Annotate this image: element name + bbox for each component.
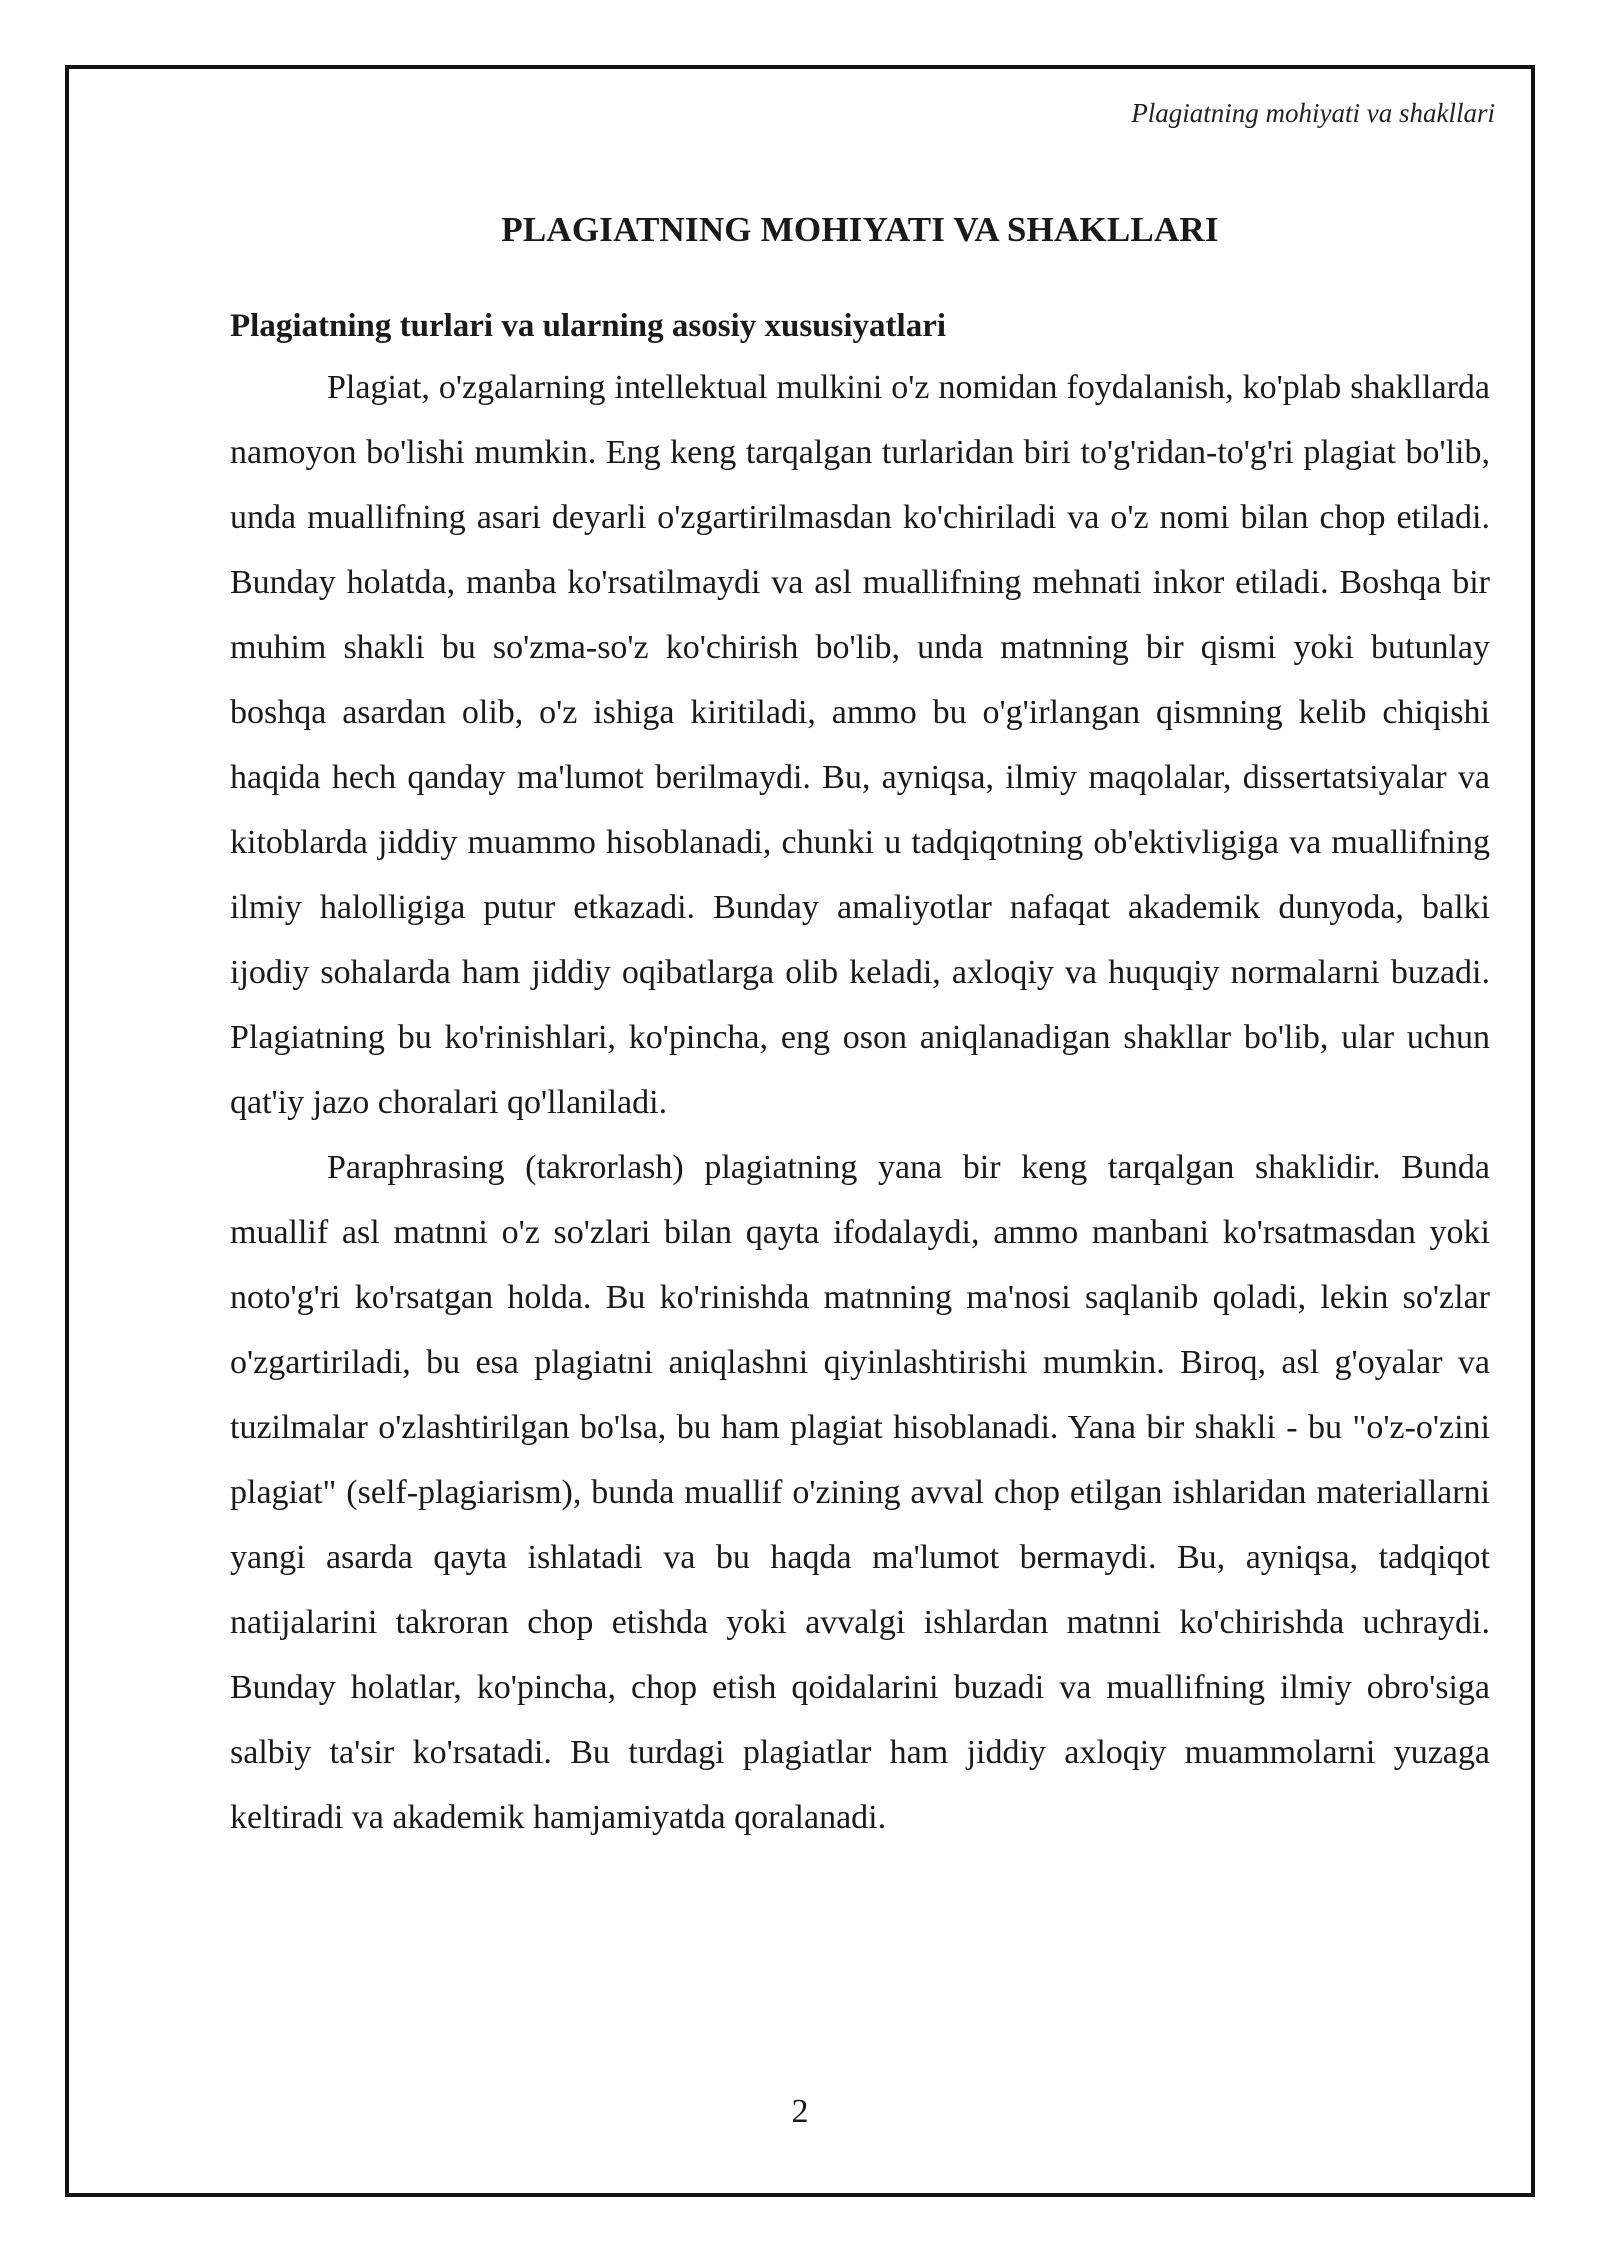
- section-heading: Plagiatning turlari va ularning asosiy xususiyatlari: [230, 308, 947, 344]
- body-paragraph-2: Paraphrasing (takrorlash) plagiatning yana bir keng tarqalgan shaklidir. Bunda muallif asl matnni o'z so'zlari bilan qayta ifodalaydi, ammo manbani ko'rsatmasdan yoki noto'g'ri ko'rsatgan holda. Bu ko'rinishda matnning ma'nosi saqlanib qoladi, lekin so'zlar o'zgartiriladi, bu esa plagiatni aniqlashni qiyinlashtirishi mumkin. Biroq, asl g'oyalar va tuzilmalar o'zlashtirilgan bo'lsa, bu ham plagiat hisoblanadi. Yana bir shakli - bu "o'z-o'zini plagiat" (self-plagiarism), bunda muallif o'zining avval chop etilgan ishlaridan materiallarni yangi asarda qayta ishlatadi va bu haqda ma'lumot bermaydi. Bu, ayniqsa, tadqiqot natijalarini takroran chop etishda yoki avvalgi ishlardan matnni ko'chirishda uchraydi. Bunday holatlar, ko'pincha, chop etish qoidalarini buzadi va muallifning ilmiy obro'siga salbiy ta'sir ko'rsatadi. Bu turdagi plagiatlar ham jiddiy axloqiy muammolarni yuzaga keltiradi va akademik hamjamiyatda qoralanadi.: [230, 1149, 1490, 1836]
- page-number: 2: [791, 2093, 809, 2130]
- document-title: PLAGIATNING MOHIYATI VA SHAKLLARI: [501, 210, 1219, 249]
- document-body: [230, 210, 1490, 1850]
- running-header: Plagiatning mohiyati va shakllari: [1131, 98, 1495, 128]
- body-paragraph-1: Plagiat, o'zgalarning intellektual mulkini o'z nomidan foydalanish, ko'plab shakllarda namoyon bo'lishi mumkin. Eng keng tarqalgan turlaridan biri to'g'ridan-to'g'ri plagiat bo'lib, unda muallifning asari deyarli o'zgartirilmasdan ko'chiriladi va o'z nomi bilan chop etiladi. Bunday holatda, manba ko'rsatilmaydi va asl muallifning mehnati inkor etiladi. Boshqa bir muhim shakli bu so'zma-so'z ko'chirish bo'lib, unda matnning bir qismi yoki butunlay boshqa asardan olib, o'z ishiga kiritiladi, ammo bu o'g'irlangan qismning kelib chiqishi haqida hech qanday ma'lumot berilmaydi. Bu, ayniqsa, ilmiy maqolalar, dissertatsiyalar va kitoblarda jiddiy muammo hisoblanadi, chunki u tadqiqotning ob'ektivligiga va muallifning ilmiy halolligiga putur etkazadi. Bunday amaliyotlar nafaqat akademik dunyoda, balki ijodiy sohalarda ham jiddiy oqibatlarga olib keladi, axloqiy va huquqiy normalarni buzadi. Plagiatning bu ko'rinishlari, ko'pincha, eng oson aniqlanadigan shakllar bo'lib, ular uchun qat'iy jazo choralari qo'llaniladi.: [230, 369, 1490, 1121]
